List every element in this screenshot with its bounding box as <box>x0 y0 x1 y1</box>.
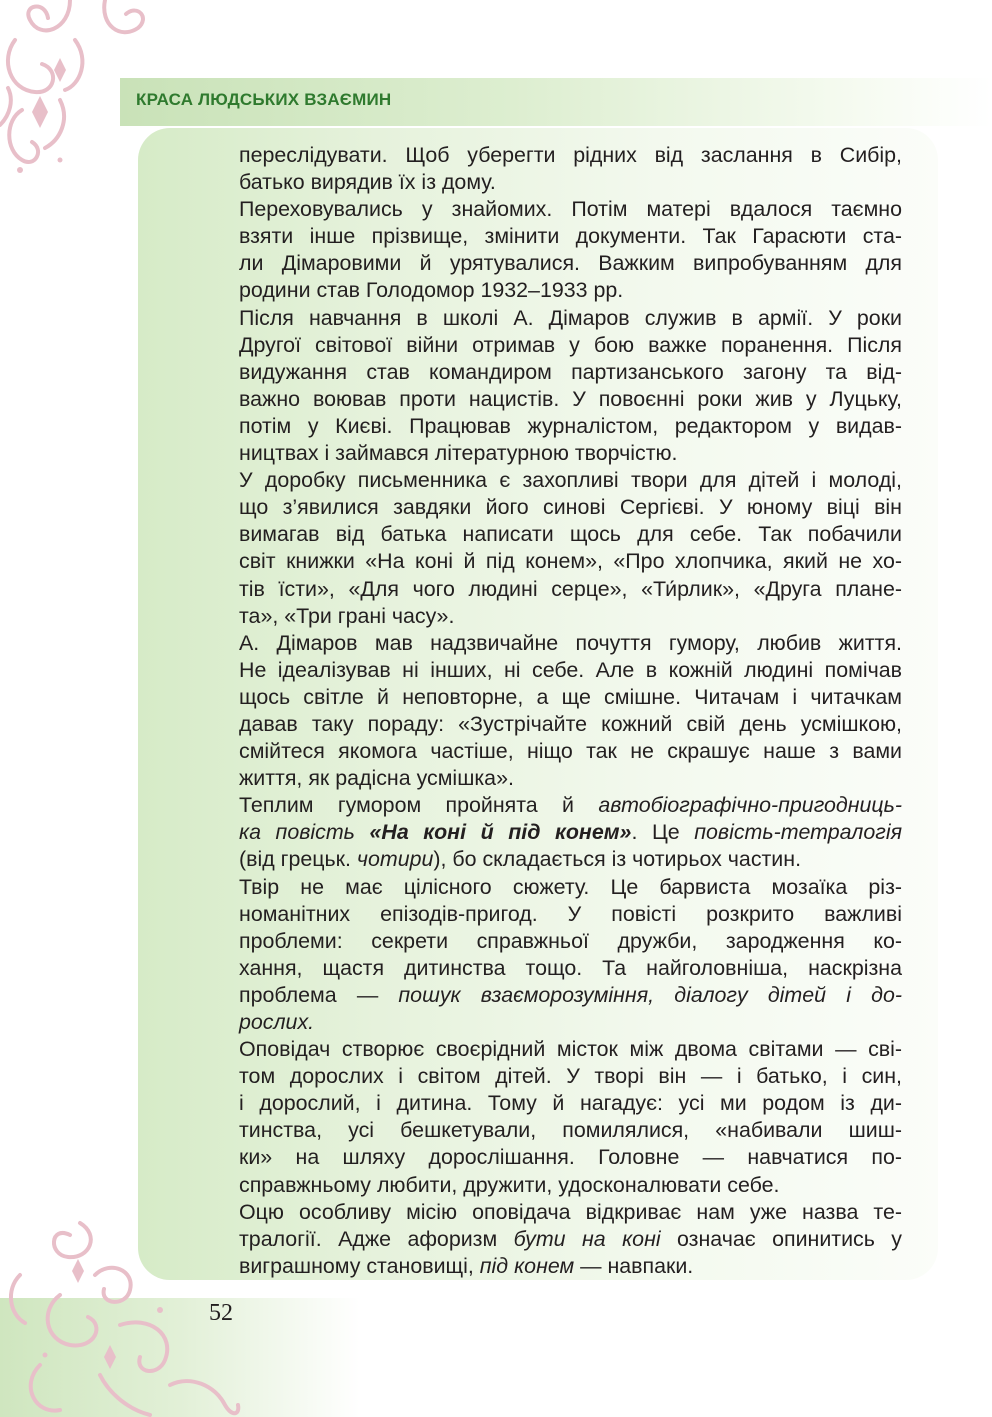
italic-term: бути на коні <box>513 1226 661 1251</box>
italic-term: рослих. <box>239 1010 315 1034</box>
text-line: Теплим гумором пройнята й автобіографічно-пригодниць- <box>239 793 902 818</box>
text-line: тинства, усі бешкетували, помилялися, «набивали шиш- <box>239 1118 902 1143</box>
text-line: життя, як радісна усмішка». <box>239 766 514 791</box>
text-line: Оцю особливу місію оповідача відкриває нам уже назва те- <box>239 1199 902 1224</box>
text-line: та», «Три грані часу». <box>239 603 455 628</box>
text-line: що з’явилися завдяки його синові Сергієві. У юному віці він <box>239 495 902 520</box>
work-title: «На коні й під конем» <box>369 820 632 845</box>
text-line: ництвах і займався літературною творчістю. <box>239 441 678 466</box>
text-line: номанітних епізодів-пригод. У повісті розкрито важливі <box>239 901 902 926</box>
text-line: щось світле й неповторне, а ще смішне. Читачам і читачкам <box>239 684 902 709</box>
text-line: (від грецьк. чотири), бо складається із чотирьох частин. <box>239 847 802 872</box>
text-line: переслідувати. Щоб уберегти рідних від заслання в Сибір, <box>239 143 902 167</box>
text-line: Після навчання в школі А. Дімаров служив в армії. У роки <box>239 305 902 330</box>
text-line: смійтеся якомога частіше, ніщо так не скрашує наше з вами <box>239 739 902 764</box>
text-line: тралогії. Адже афоризм бути на коні означає опинитись у <box>239 1226 902 1251</box>
text-line: Оповідач створює своєрідний місток між двома світами — сві- <box>239 1037 902 1062</box>
italic-term: під конем <box>479 1253 575 1278</box>
text-line: батько вирядив їх із дому. <box>239 170 496 195</box>
text-line: хання, щастя дитинства тощо. Та найголовніша, наскрізна <box>239 955 902 980</box>
text-line: Другої світової війни отримав у бою важке поранення. Після <box>239 332 902 357</box>
text-line: виграшному становищі, під конем — навпаки. <box>239 1253 694 1278</box>
text-line: У доробку письменника є захопливі твори для дітей і молоді, <box>239 468 902 493</box>
italic-term: пошук взаєморозуміння, діалогу дітей і до- <box>398 982 902 1007</box>
text-line: ки» на шляху дорослішання. Головне — навчатися по- <box>239 1145 902 1170</box>
text-line: Не ідеалізував ні інших, ні себе. Але в кожній людині помічав <box>239 657 902 682</box>
text-line: видужання став командиром партизанського загону та від- <box>239 359 902 384</box>
text-line: давав таку пораду: «Зустрічайте кожний свій день усмішкою, <box>239 711 902 736</box>
text-line: і дорослий, і дитина. Тому й нагадує: усі ми родом із ди- <box>239 1091 902 1116</box>
italic-term: чотири <box>356 847 434 872</box>
italic-term: автобіографічно-пригодниць- <box>598 793 902 818</box>
text-line: потім у Києві. Працював журналістом, редактором у видав- <box>239 413 902 438</box>
text-line: взяти інше прізвище, змінити документи. Так Гарасюти ста- <box>239 224 902 249</box>
text-line: проблеми: секрети справжньої дружби, зародження ко- <box>239 928 902 953</box>
text-line: ка повість «На коні й під конем». Це повість-тетралогія <box>239 820 902 845</box>
text-line: важно воював проти нацистів. У повоєнні роки жив у Луцьку, <box>239 386 902 411</box>
text-line <box>239 1009 902 1036</box>
running-head: КРАСА ЛЮДСЬКИХ ВЗАЄМИН <box>136 90 392 109</box>
text-line: родини став Голодомор 1932–1933 рр. <box>239 278 624 303</box>
page-number: 52 <box>209 1300 233 1326</box>
text-line: том дорослих і світом дітей. У творі він — і батько, і син, <box>239 1064 902 1089</box>
italic-term: повість-тетралогія <box>694 820 902 845</box>
text-line: вимагав від батька написати щось для себе. Так побачили <box>239 522 902 547</box>
text-line: світ книжки «На коні й під конем», «Про хлопчика, який не хо- <box>239 549 902 574</box>
text-line: тів їсти», «Для чого людині серце», «Ти́рлик», «Друга плане- <box>239 576 902 601</box>
text-line: Твір не має цілісного сюжету. Це барвиста мозаїка різ- <box>239 874 902 899</box>
body-text <box>239 142 902 1280</box>
text-line: проблема — пошук взаєморозуміння, діалогу дітей і до- <box>239 982 902 1007</box>
text-line: ли Дімаровими й урятувалися. Важким випробуванням для <box>239 251 902 276</box>
text-line: Переховувались у знайомих. Потім матері вдалося таємно <box>239 197 902 222</box>
text-line: справжньому любити, дружити, удосконалювати себе. <box>239 1172 780 1197</box>
text-line: А. Дімаров мав надзвичайне почуття гумору, любив життя. <box>239 630 902 655</box>
